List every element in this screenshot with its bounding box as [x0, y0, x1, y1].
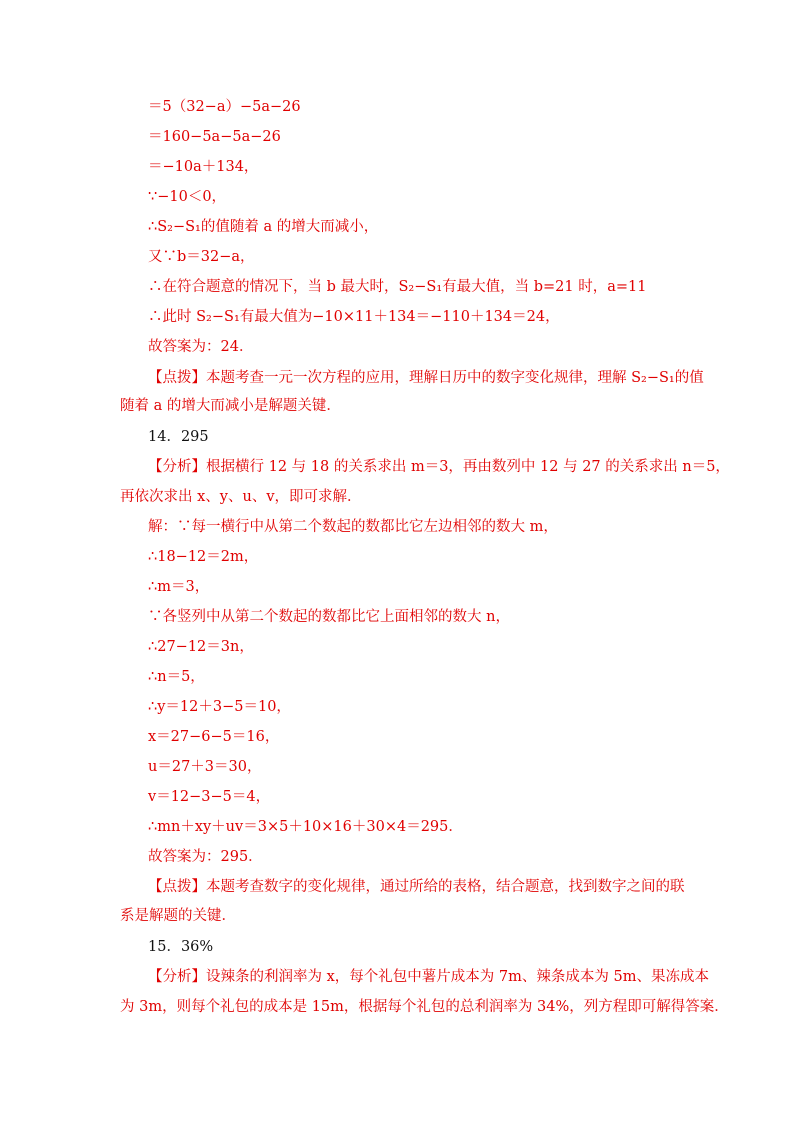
solution-line: ∴mn＋xy＋uv＝3×5＋10×16＋30×4＝295．	[148, 819, 463, 835]
solution-line: ∵各竖列中从第二个数起的数都比它上面相邻的数大 n，	[148, 609, 510, 625]
solution-line: u＝27＋3＝30，	[148, 759, 262, 775]
solution-line: ∴此时 S₂−S₁有最大值为−10×11＋134＝−110＋134＝24，	[148, 309, 560, 325]
answer-line: 故答案为：295．	[148, 849, 263, 865]
solution-line: ＝5（32−a）−5a−26	[148, 99, 301, 115]
solution-line: ∵−10＜0，	[148, 189, 227, 205]
solution-line: x＝27−6−5＝16，	[148, 729, 280, 745]
analysis-line-continued: 为 3m，则每个礼包的成本是 15m，根据每个礼包的总利润率为 34%，列方程即可解得答案．	[120, 999, 729, 1015]
solution-line: ∴n＝5，	[148, 669, 205, 685]
question-number: 14．295	[148, 429, 209, 445]
analysis-line: 【分析】根据横行 12 与 18 的关系求出 m＝3，再由数列中 12 与 27 的关系求出 n＝5，	[148, 459, 730, 475]
solution-line: ＝160−5a−5a−26	[148, 129, 281, 145]
solution-line: ∴y＝12＋3−5＝10，	[148, 699, 291, 715]
solution-line: v＝12−3−5＝4，	[148, 789, 271, 805]
solution-line: ∴S₂−S₁的值随着 a 的增大而减小，	[148, 219, 379, 235]
question-number: 15．36%	[148, 939, 214, 955]
analysis-line: 【分析】设辣条的利润率为 x，每个礼包中薯片成本为 7m、辣条成本为 5m、果冻成本	[148, 969, 709, 985]
solution-line: 解：∵每一横行中从第二个数起的数都比它左边相邻的数大 m，	[148, 519, 558, 535]
tip-line: 【点拨】本题考查数字的变化规律，通过所给的表格，结合题意，找到数字之间的联	[148, 879, 685, 895]
solution-line: ∴27−12＝3n，	[148, 639, 254, 655]
analysis-line-continued: 再依次求出 x、y、u、v，即可求解．	[120, 489, 362, 505]
solution-line: 又∵b＝32−a，	[148, 249, 255, 265]
solution-line: ∴18−12＝2m，	[148, 549, 259, 565]
tip-line-continued: 随着 a 的增大而减小是解题关键．	[120, 398, 341, 414]
solution-line: ∴m＝3，	[148, 579, 210, 595]
solution-line: ＝−10a＋134，	[148, 159, 259, 175]
solution-line: ∴在符合题意的情况下，当 b 最大时，S₂−S₁有最大值，当 b=21 时，a=11	[148, 279, 647, 295]
tip-line: 【点拨】本题考查一元一次方程的应用，理解日历中的数字变化规律，理解 S₂−S₁的值	[148, 370, 704, 386]
tip-line-continued: 系是解题的关键．	[120, 908, 236, 924]
answer-line: 故答案为：24．	[148, 339, 254, 355]
